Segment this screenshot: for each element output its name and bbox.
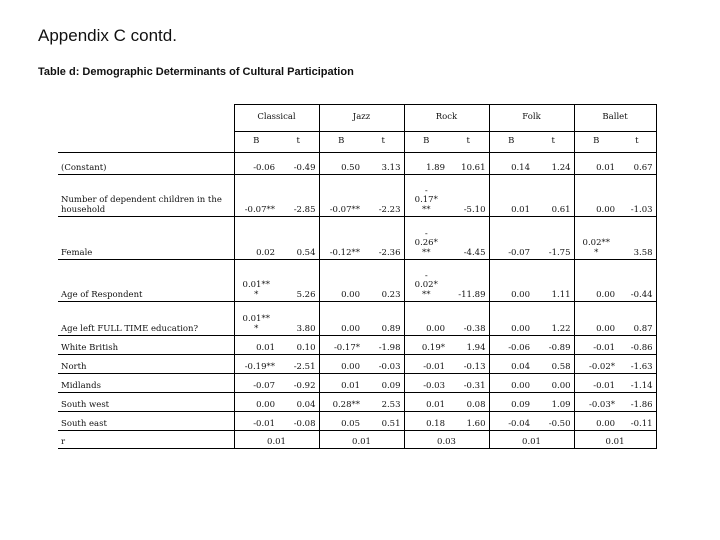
cell-rock-t: -4.45 xyxy=(448,217,489,260)
cell-jazz-t: 0.89 xyxy=(363,302,404,336)
cell-classical-t: 0.54 xyxy=(278,217,319,260)
cell-rock-t: -11.89 xyxy=(448,260,489,302)
cell-ballet-b: 0.00 xyxy=(574,412,618,431)
sub-header-b: B xyxy=(319,132,363,153)
cell-jazz-b: 0.28** xyxy=(319,393,363,412)
cell-classical-b: -0.06 xyxy=(234,153,278,175)
cell-rock-b: 0.01 xyxy=(404,393,448,412)
cell-folk-t: -1.75 xyxy=(533,217,574,260)
row-label: Female xyxy=(58,217,234,260)
corner-cell xyxy=(58,105,234,132)
sub-header-t: t xyxy=(278,132,319,153)
row-label: Midlands xyxy=(58,374,234,393)
cell-jazz-b: -0.17* xyxy=(319,336,363,355)
cell-classical-b: -0.07 xyxy=(234,374,278,393)
group-header-row xyxy=(58,105,656,132)
cell-ballet-b: 0.01 xyxy=(574,153,618,175)
row-label: South east xyxy=(58,412,234,431)
cell-classical-t: -2.85 xyxy=(278,175,319,217)
group-header-classical: Classical xyxy=(234,105,319,132)
cell-ballet-t: -0.86 xyxy=(618,336,656,355)
r-value-classical: 0.01 xyxy=(234,431,319,449)
cell-folk-b: 0.04 xyxy=(489,355,533,374)
cell-jazz-b: -0.07** xyxy=(319,175,363,217)
sub-header-t: t xyxy=(363,132,404,153)
cell-folk-t: 1.09 xyxy=(533,393,574,412)
cell-ballet-t: 3.58 xyxy=(618,217,656,260)
cell-folk-b: -0.07 xyxy=(489,217,533,260)
cell-rock-b: 1.89 xyxy=(404,153,448,175)
cell-classical-t: -0.92 xyxy=(278,374,319,393)
cell-classical-t: -2.51 xyxy=(278,355,319,374)
cell-folk-t: -0.50 xyxy=(533,412,574,431)
cell-jazz-t: -2.23 xyxy=(363,175,404,217)
cell-ballet-t: 0.67 xyxy=(618,153,656,175)
cell-jazz-t: 0.23 xyxy=(363,260,404,302)
cell-rock-t: -5.10 xyxy=(448,175,489,217)
cell-rock-b: 0.18 xyxy=(404,412,448,431)
table-row xyxy=(58,393,656,412)
cell-rock-t: 1.60 xyxy=(448,412,489,431)
cell-classical-t: 0.04 xyxy=(278,393,319,412)
cell-classical-t: 5.26 xyxy=(278,260,319,302)
cell-classical-b: -0.07** xyxy=(234,175,278,217)
sub-header-row xyxy=(58,132,656,153)
cell-jazz-t: -0.03 xyxy=(363,355,404,374)
cell-classical-b: -0.01 xyxy=(234,412,278,431)
cell-classical-b: 0.02 xyxy=(234,217,278,260)
sub-header-b: B xyxy=(234,132,278,153)
row-label: Age of Respondent xyxy=(58,260,234,302)
table-row xyxy=(58,217,656,260)
sub-header-t: t xyxy=(533,132,574,153)
table-row xyxy=(58,374,656,393)
cell-jazz-b: 0.50 xyxy=(319,153,363,175)
cell-rock-b: 0.19* xyxy=(404,336,448,355)
group-header-rock: Rock xyxy=(404,105,489,132)
cell-jazz-b: 0.05 xyxy=(319,412,363,431)
r-value-folk: 0.01 xyxy=(489,431,574,449)
group-header-ballet: Ballet xyxy=(574,105,656,132)
cell-ballet-b: -0.01 xyxy=(574,336,618,355)
cell-rock-b: - 0.02* ** xyxy=(404,260,448,302)
cell-rock-t: 1.94 xyxy=(448,336,489,355)
cell-folk-t: -0.89 xyxy=(533,336,574,355)
sub-header-t: t xyxy=(448,132,489,153)
table-row xyxy=(58,355,656,374)
cell-ballet-t: -0.44 xyxy=(618,260,656,302)
cell-folk-b: -0.04 xyxy=(489,412,533,431)
cell-jazz-b: 0.00 xyxy=(319,302,363,336)
cell-ballet-b: -0.03* xyxy=(574,393,618,412)
cell-jazz-t: 0.09 xyxy=(363,374,404,393)
cell-ballet-t: -1.03 xyxy=(618,175,656,217)
cell-ballet-b: -0.01 xyxy=(574,374,618,393)
r-row xyxy=(58,431,656,449)
cell-rock-t: -0.13 xyxy=(448,355,489,374)
cell-ballet-t: 0.87 xyxy=(618,302,656,336)
table-row xyxy=(58,302,656,336)
cell-classical-t: -0.49 xyxy=(278,153,319,175)
table-row xyxy=(58,153,656,175)
cell-folk-b: 0.00 xyxy=(489,374,533,393)
row-label: North xyxy=(58,355,234,374)
cell-rock-b: - 0.26* ** xyxy=(404,217,448,260)
cell-jazz-t: -1.98 xyxy=(363,336,404,355)
cell-ballet-t: -1.63 xyxy=(618,355,656,374)
row-label: r xyxy=(58,431,234,449)
cell-jazz-t: 0.51 xyxy=(363,412,404,431)
cell-folk-t: 1.24 xyxy=(533,153,574,175)
cell-folk-t: 0.00 xyxy=(533,374,574,393)
cell-jazz-b: -0.12** xyxy=(319,217,363,260)
sub-header-b: B xyxy=(404,132,448,153)
sub-header-t: t xyxy=(618,132,656,153)
cell-ballet-b: 0.00 xyxy=(574,302,618,336)
cell-ballet-t: -1.14 xyxy=(618,374,656,393)
cell-ballet-b: 0.02** * xyxy=(574,217,618,260)
determinants-table xyxy=(58,104,657,449)
cell-ballet-b: -0.02* xyxy=(574,355,618,374)
row-label: South west xyxy=(58,393,234,412)
sub-header-b: B xyxy=(574,132,618,153)
cell-rock-b: - 0.17* ** xyxy=(404,175,448,217)
cell-folk-b: -0.06 xyxy=(489,336,533,355)
cell-folk-t: 1.22 xyxy=(533,302,574,336)
table-row xyxy=(58,336,656,355)
cell-folk-b: 0.00 xyxy=(489,260,533,302)
cell-jazz-t: -2.36 xyxy=(363,217,404,260)
cell-ballet-b: 0.00 xyxy=(574,175,618,217)
cell-jazz-t: 3.13 xyxy=(363,153,404,175)
row-label: White British xyxy=(58,336,234,355)
cell-classical-b: 0.01** * xyxy=(234,302,278,336)
table-row xyxy=(58,175,656,217)
group-header-folk: Folk xyxy=(489,105,574,132)
cell-classical-b: 0.01 xyxy=(234,336,278,355)
r-value-rock: 0.03 xyxy=(404,431,489,449)
cell-folk-t: 0.58 xyxy=(533,355,574,374)
cell-classical-t: -0.08 xyxy=(278,412,319,431)
cell-jazz-t: 2.53 xyxy=(363,393,404,412)
group-header-jazz: Jazz xyxy=(319,105,404,132)
r-value-jazz: 0.01 xyxy=(319,431,404,449)
cell-folk-b: 0.14 xyxy=(489,153,533,175)
cell-folk-b: 0.09 xyxy=(489,393,533,412)
cell-jazz-b: 0.00 xyxy=(319,355,363,374)
table-row xyxy=(58,260,656,302)
cell-folk-t: 1.11 xyxy=(533,260,574,302)
corner-cell xyxy=(58,132,234,153)
table-row xyxy=(58,412,656,431)
cell-jazz-b: 0.00 xyxy=(319,260,363,302)
cell-ballet-t: -0.11 xyxy=(618,412,656,431)
cell-rock-b: -0.03 xyxy=(404,374,448,393)
cell-folk-t: 0.61 xyxy=(533,175,574,217)
cell-rock-t: 0.08 xyxy=(448,393,489,412)
r-value-ballet: 0.01 xyxy=(574,431,656,449)
cell-classical-b: 0.00 xyxy=(234,393,278,412)
table-title: Table d: Demographic Determinants of Cultural Participation xyxy=(38,66,354,78)
cell-ballet-b: 0.00 xyxy=(574,260,618,302)
cell-folk-b: 0.00 xyxy=(489,302,533,336)
cell-rock-t: -0.31 xyxy=(448,374,489,393)
cell-rock-t: -0.38 xyxy=(448,302,489,336)
cell-classical-b: 0.01** * xyxy=(234,260,278,302)
cell-rock-b: -0.01 xyxy=(404,355,448,374)
cell-classical-t: 0.10 xyxy=(278,336,319,355)
cell-classical-t: 3.80 xyxy=(278,302,319,336)
row-label: (Constant) xyxy=(58,153,234,175)
page-title: Appendix C contd. xyxy=(38,26,177,45)
cell-folk-b: 0.01 xyxy=(489,175,533,217)
row-label: Number of dependent children in the household xyxy=(58,175,234,217)
cell-jazz-b: 0.01 xyxy=(319,374,363,393)
row-label: Age left FULL TIME education? xyxy=(58,302,234,336)
cell-classical-b: -0.19** xyxy=(234,355,278,374)
cell-ballet-t: -1.86 xyxy=(618,393,656,412)
cell-rock-b: 0.00 xyxy=(404,302,448,336)
sub-header-b: B xyxy=(489,132,533,153)
cell-rock-t: 10.61 xyxy=(448,153,489,175)
